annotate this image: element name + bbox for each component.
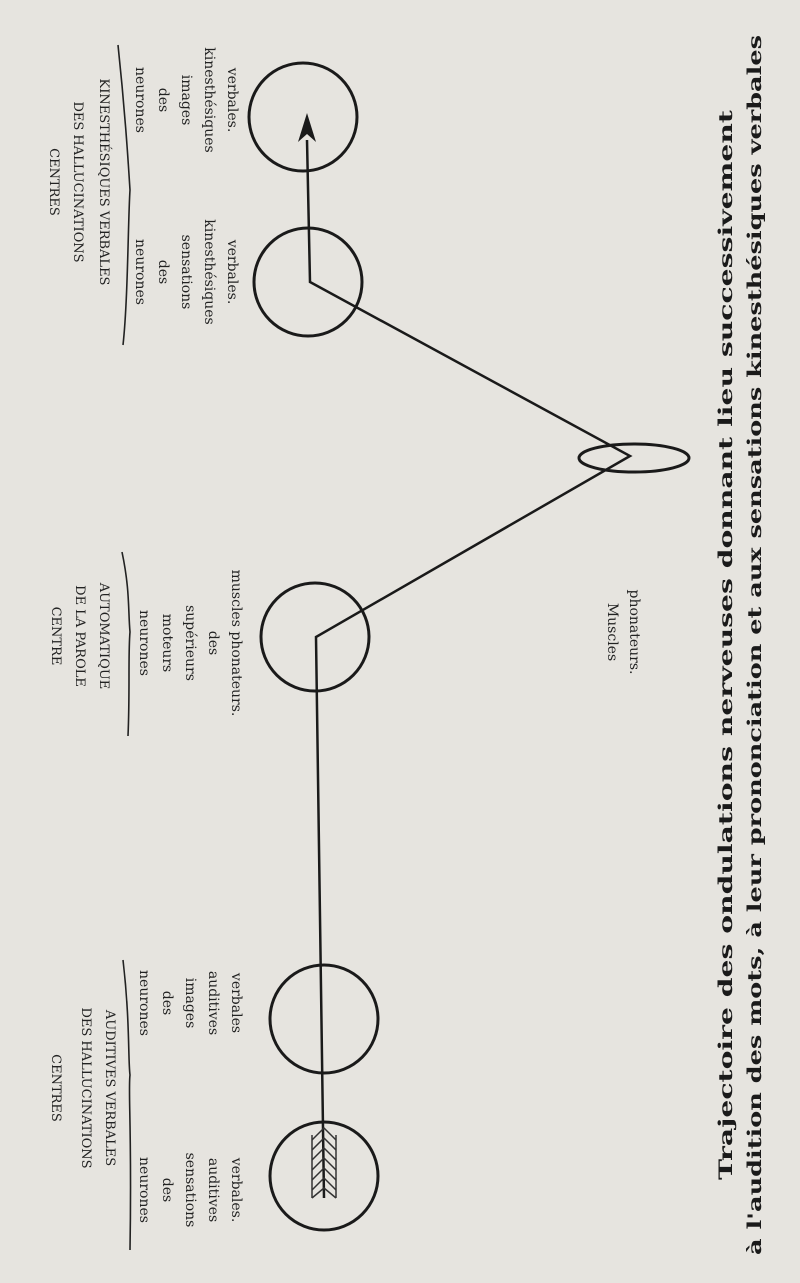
kinesthetic-left-line-5: verbales. xyxy=(224,239,240,305)
kinesthetic-title-line-1: CENTRES xyxy=(46,148,61,216)
auditory-right-line-3: images xyxy=(182,977,198,1029)
kinesthetic-image-neuron-circle xyxy=(249,63,357,171)
auditory-left-line-5: verbales. xyxy=(228,1157,244,1223)
auditory-right-line-5: verbales xyxy=(228,972,244,1034)
kinesthetic-right-line-4: kinesthésiques xyxy=(201,47,217,153)
kinesthetic-left-line-2: des xyxy=(155,259,171,285)
kinesthetic-left-line-4: kinesthésiques xyxy=(201,219,217,325)
kinesthetic-left-line-3: sensations xyxy=(178,234,194,310)
auditory-label-group xyxy=(48,970,244,1227)
auditory-left-line-1: neurones xyxy=(136,1157,152,1223)
kinesthetic-right-line-5: verbales. xyxy=(224,67,240,133)
parole-body-line-2: moteurs xyxy=(159,613,175,673)
auditory-left-line-2: des xyxy=(159,1177,175,1203)
kinesthetic-label-group xyxy=(46,47,240,325)
parole-brace xyxy=(122,552,130,736)
parole-body-line-1: neurones xyxy=(136,610,152,676)
phonatory-muscles-ellipse xyxy=(579,444,689,472)
caption-line-2: à l'audition des mots, à leur prononciation et aux sensations kinesthésiques verbales xyxy=(744,348,766,1255)
kinesthetic-right-line-2: des xyxy=(155,87,171,113)
parole-title-line-3: AUTOMATIQUE xyxy=(96,582,111,690)
parole-title-line-1: CENTRE xyxy=(48,606,63,666)
kinesthetic-right-line-3: images xyxy=(178,74,194,126)
auditory-image-neuron-circle xyxy=(270,965,378,1073)
caption-line-1: Trajectoire des ondulations nerveuses donnant lieu successivement xyxy=(715,460,737,1180)
parole-body-line-3: supérieurs xyxy=(182,605,198,681)
caption-group xyxy=(715,35,766,1255)
auditory-title-line-3: AUDITIVES VERBALES xyxy=(102,1009,117,1167)
auditory-title-line-2: DES HALLUCINATIONS xyxy=(78,1007,93,1169)
auditory-brace xyxy=(123,960,131,1250)
parole-body-line-4: des xyxy=(205,630,221,656)
parole-label-group xyxy=(48,570,244,717)
auditory-right-line-4: auditives xyxy=(205,970,221,1036)
kinesthetic-left-line-1: neurones xyxy=(132,239,148,305)
kinesthetic-title-line-2: DES HALLUCINATIONS xyxy=(70,101,85,263)
muscles-label-line-1: Muscles xyxy=(604,602,620,662)
muscles-label-line-2: phonateurs. xyxy=(626,589,642,675)
auditory-right-line-1: neurones xyxy=(136,970,152,1036)
arrowhead-icon xyxy=(298,113,316,142)
auditory-right-line-2: des xyxy=(159,990,175,1016)
kinesthetic-title-line-3: KINESTHÉSIQUES VERBALES xyxy=(96,78,111,286)
parole-title-line-2: DE LA PAROLE xyxy=(72,585,87,687)
auditory-left-line-3: sensations xyxy=(182,1152,198,1228)
nerve-pathway-line xyxy=(307,140,630,1198)
auditory-left-line-4: auditives xyxy=(205,1157,221,1223)
muscles-label-group xyxy=(604,589,642,674)
kinesthetic-brace xyxy=(118,45,130,345)
auditory-title-line-1: CENTRES xyxy=(48,1054,63,1122)
kinesthetic-right-line-1: neurones xyxy=(132,67,148,133)
parole-body-line-5: muscles phonateurs. xyxy=(228,569,244,717)
